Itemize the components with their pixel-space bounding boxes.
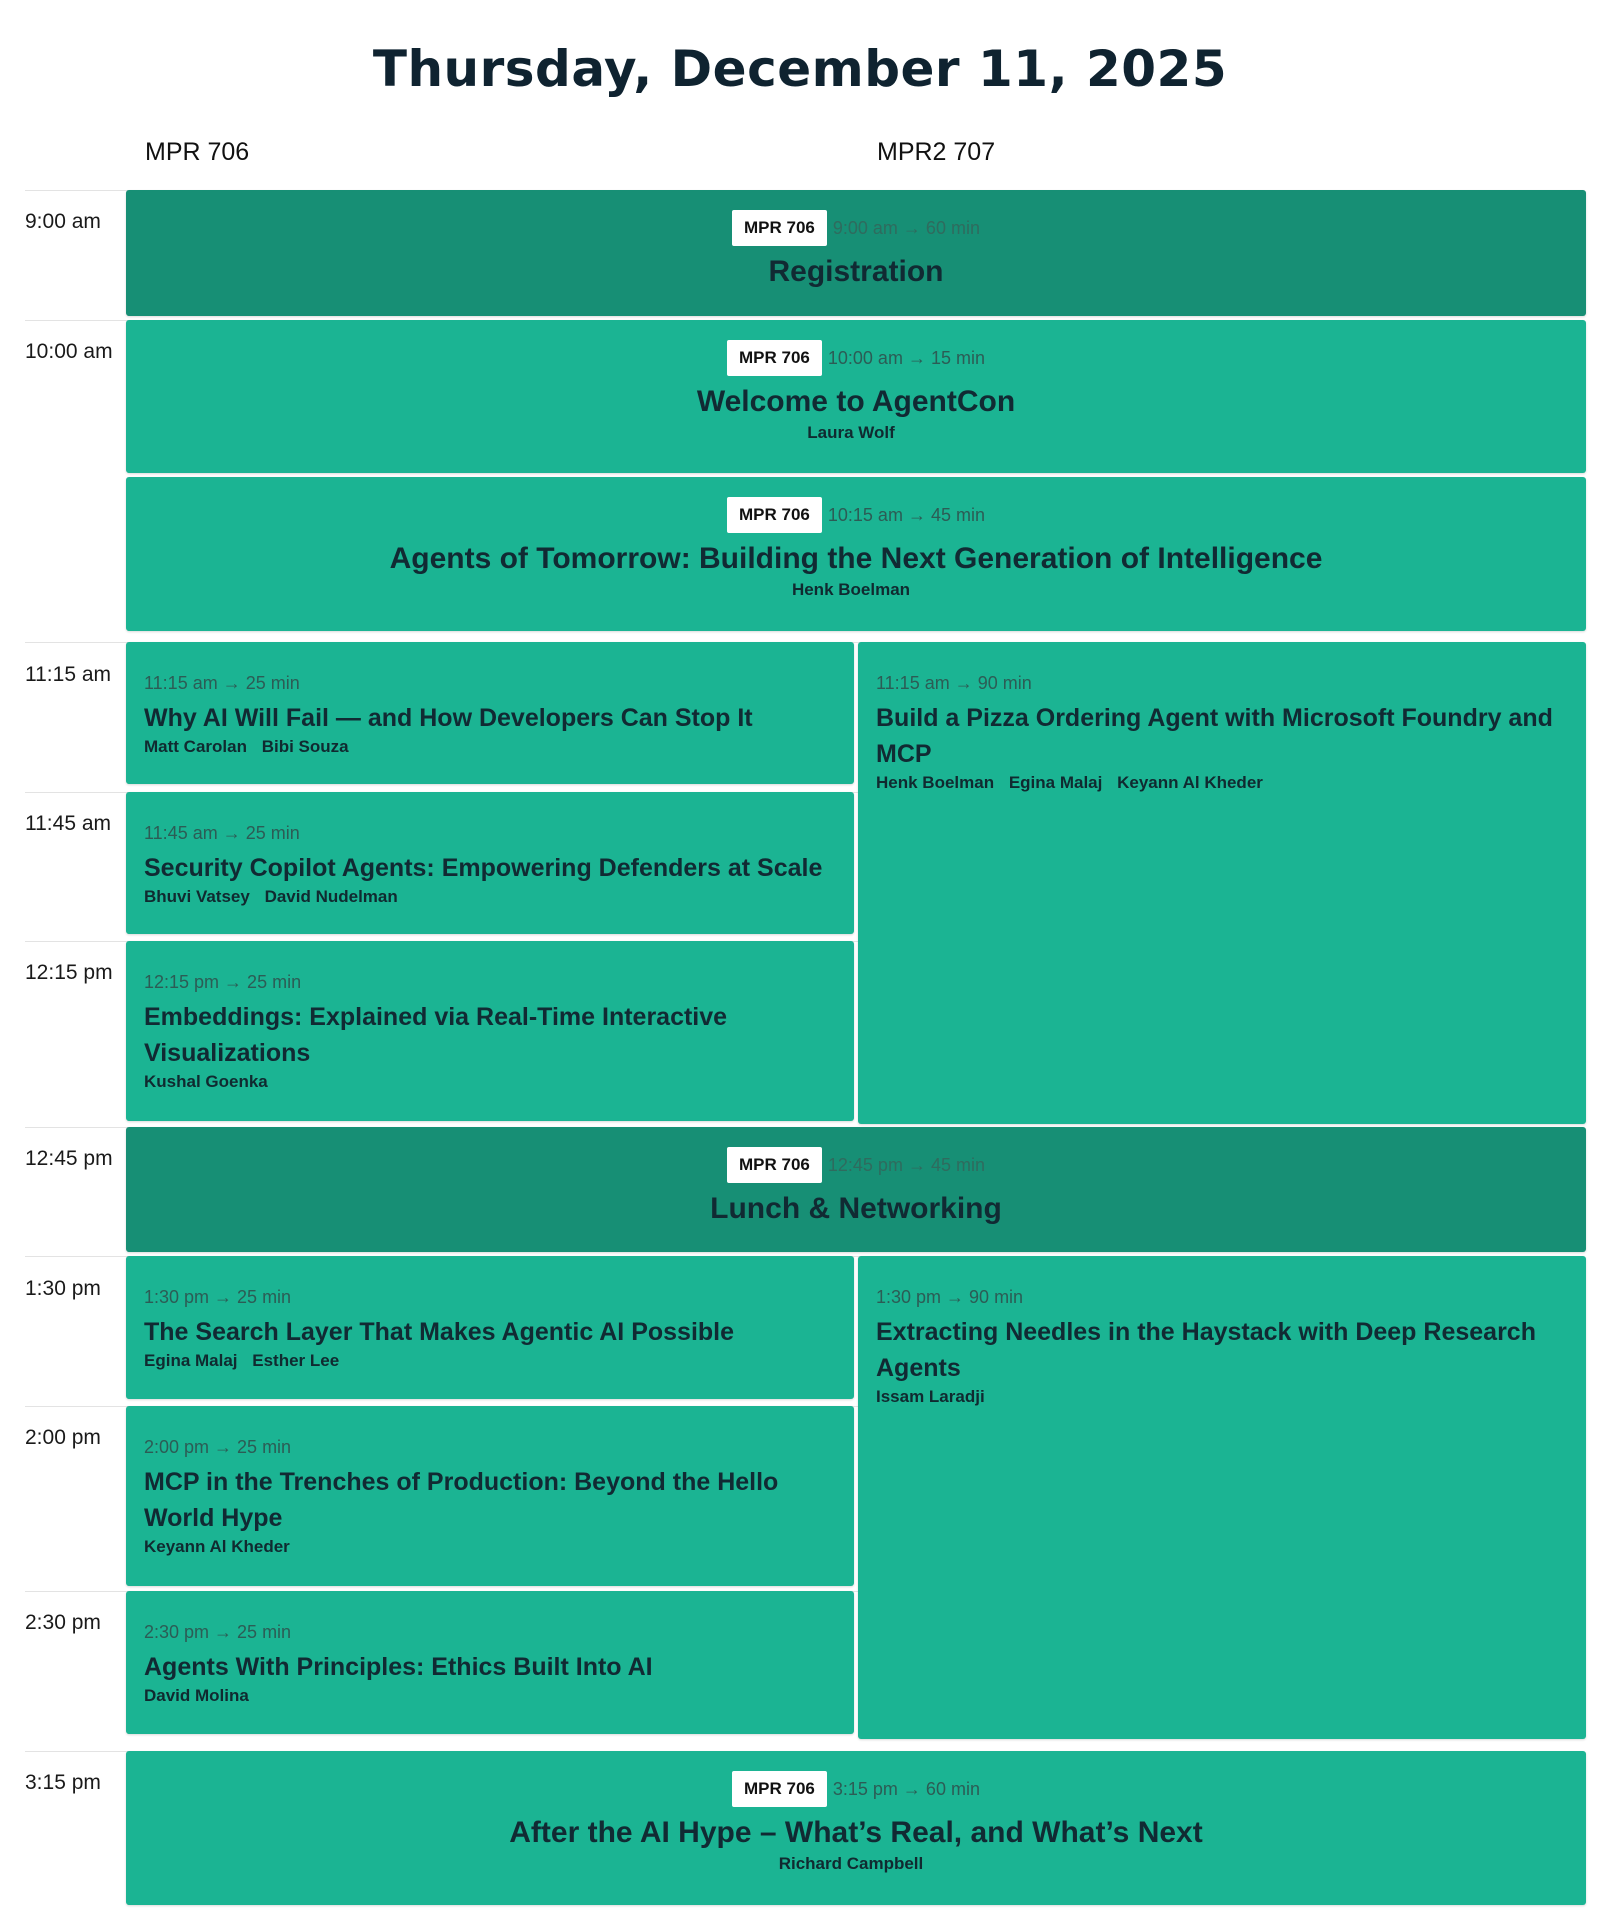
speaker-name: Bibi Souza (261, 737, 349, 756)
speaker-name: David Nudelman (264, 887, 398, 906)
session-title: Embeddings: Explained via Real-Time Interactive Visualizations (144, 1003, 728, 1067)
time-label: 12:15 pm (25, 961, 113, 984)
time-label: 10:00 am (25, 340, 113, 363)
session-title: Extracting Needles in the Haystack with Deep Research Agents (876, 1318, 1536, 1382)
page-title: Thursday, December 11, 2025 (372, 40, 1228, 98)
speaker-name: Laura Wolf (807, 423, 895, 442)
room-badge: MPR 706 (732, 210, 827, 246)
session-card-deep-research-agents[interactable] (858, 1256, 1586, 1739)
session-time: 3:15 pm → 60 min (832, 1779, 980, 1799)
time-label: 2:30 pm (25, 1611, 101, 1634)
session-card-why-ai-will-fail[interactable] (126, 642, 854, 784)
room-badge: MPR 706 (732, 1771, 827, 1807)
session-card-embeddings[interactable] (126, 941, 854, 1121)
session-card-mcp-in-the-trenches[interactable] (126, 1406, 854, 1586)
session-card-welcome[interactable] (126, 320, 1586, 473)
session-title: The Search Layer That Makes Agentic AI Possible (144, 1318, 735, 1346)
room-header-mpr2-707: MPR2 707 (877, 138, 996, 166)
session-card-agents-with-principles[interactable] (126, 1591, 854, 1734)
session-title: Registration (768, 255, 944, 288)
session-time: 11:15 am → 90 min (876, 673, 1032, 693)
room-header-mpr-706: MPR 706 (145, 138, 250, 166)
session-card-registration[interactable] (126, 190, 1586, 316)
session-title: After the AI Hype – What’s Real, and What’s Next (509, 1816, 1203, 1849)
session-title: MCP in the Trenches of Production: Beyond the Hello World Hype (144, 1468, 779, 1532)
speaker-name: Matt Carolan (144, 737, 247, 756)
session-time: 1:30 pm → 25 min (144, 1287, 292, 1307)
session-title: Build a Pizza Ordering Agent with Microsoft Foundry and MCP (876, 704, 1553, 768)
session-time: 11:45 am → 25 min (144, 823, 300, 843)
time-label: 11:45 am (25, 812, 111, 835)
session-card-search-layer[interactable] (126, 1256, 854, 1399)
session-time: 10:00 am → 15 min (827, 348, 985, 368)
session-card-after-the-ai-hype[interactable] (126, 1751, 1586, 1905)
speaker-name: Keyann Al Kheder (1117, 773, 1263, 792)
session-title: Welcome to AgentCon (696, 385, 1016, 418)
speaker-name: Egina Malaj (144, 1351, 238, 1370)
session-title: Why AI Will Fail — and How Developers Can Stop It (144, 704, 753, 732)
time-label: 11:15 am (25, 663, 111, 686)
speaker-name: Bhuvi Vatsey (144, 887, 250, 906)
time-label: 9:00 am (25, 210, 101, 233)
session-card-security-copilot[interactable] (126, 792, 854, 934)
time-label: 2:00 pm (25, 1426, 101, 1449)
speaker-name: Issam Laradji (876, 1387, 985, 1406)
session-card-agents-of-tomorrow[interactable] (126, 477, 1586, 631)
session-time: 2:30 pm → 25 min (144, 1622, 292, 1642)
room-badge: MPR 706 (727, 340, 822, 376)
session-time: 12:15 pm → 25 min (144, 972, 302, 992)
session-time: 11:15 am → 25 min (144, 673, 300, 693)
session-title: Agents of Tomorrow: Building the Next Generation of Intelligence (389, 542, 1323, 575)
time-label: 3:15 pm (25, 1771, 101, 1794)
session-time: 2:00 pm → 25 min (144, 1437, 292, 1457)
session-title: Lunch & Networking (710, 1192, 1002, 1225)
room-badge: MPR 706 (727, 1147, 822, 1183)
session-time: 12:45 pm → 45 min (827, 1155, 985, 1175)
session-time: 9:00 am → 60 min (832, 218, 980, 238)
session-time: 1:30 pm → 90 min (876, 1287, 1024, 1307)
session-time: 10:15 am → 45 min (827, 505, 985, 525)
speaker-name: David Molina (144, 1686, 249, 1705)
speaker-name: Keyann Al Kheder (144, 1537, 290, 1556)
room-badge: MPR 706 (727, 497, 822, 533)
session-card-pizza-ordering-agent[interactable] (858, 642, 1586, 1124)
speaker-name: Egina Malaj (1008, 773, 1103, 792)
speaker-name: Henk Boelman (791, 580, 911, 599)
session-card-lunch[interactable] (126, 1127, 1586, 1252)
session-title: Agents With Principles: Ethics Built Into AI (144, 1653, 653, 1681)
speaker-name: Henk Boelman (876, 773, 995, 792)
speaker-name: Kushal Goenka (144, 1072, 268, 1091)
speaker-name: Esther Lee (252, 1351, 340, 1370)
time-label: 1:30 pm (25, 1277, 101, 1300)
session-title: Security Copilot Agents: Empowering Defenders at Scale (144, 854, 823, 882)
speaker-name: Richard Campbell (778, 1854, 924, 1873)
time-label: 12:45 pm (25, 1147, 113, 1170)
